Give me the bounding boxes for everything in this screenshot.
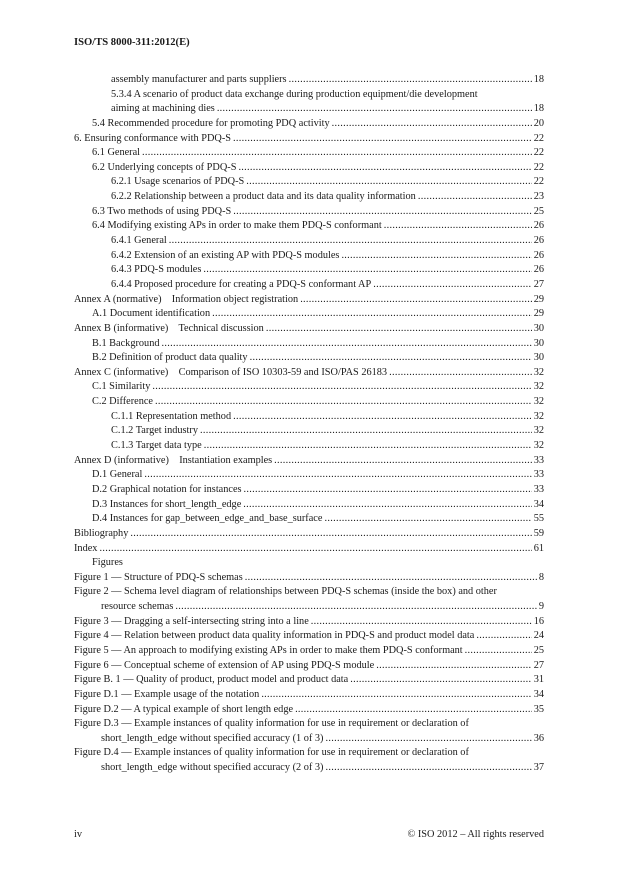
toc-entry[interactable]	[74, 688, 544, 703]
toc-entry-title: 6.4.2 Extension of an existing AP with PDQ-S modules	[111, 249, 340, 261]
dot-leader	[152, 380, 531, 395]
toc-entry-title: 6.2.1 Usage scenarios of PDQ-S	[111, 176, 245, 188]
toc-entry[interactable]	[74, 717, 544, 746]
toc-entry[interactable]	[74, 88, 544, 117]
toc-entry[interactable]	[74, 132, 544, 147]
toc-entry-title: Figures	[92, 557, 123, 569]
toc-page-number: 33	[533, 454, 544, 466]
toc-entry-title: Figure D.4 — Example instances of quality information for use in requirement or declaration of	[74, 747, 469, 759]
dot-leader	[142, 146, 532, 161]
toc-page-number: 35	[533, 703, 544, 715]
toc-entry[interactable]	[74, 410, 544, 425]
toc-entry-title: 6.4 Modifying existing APs in order to make them PDQ-S conformant	[92, 220, 382, 232]
toc-entry[interactable]	[74, 219, 544, 234]
toc-entry-title: Figure 2 — Schema level diagram of relationships between PDQ-S schemas (inside the box) and other	[74, 586, 497, 598]
toc-page-number: 27	[533, 278, 544, 290]
dot-leader	[418, 190, 532, 205]
dot-leader	[389, 366, 532, 381]
dot-leader	[350, 673, 531, 688]
toc-entry[interactable]	[74, 498, 544, 513]
toc-entry-title: D.4 Instances for gap_between_edge_and_base_surface	[92, 513, 323, 525]
toc-page-number: 30	[533, 337, 544, 349]
dot-leader	[233, 205, 531, 220]
toc-entry[interactable]	[74, 351, 544, 366]
dot-leader	[217, 102, 532, 117]
toc-entry[interactable]	[74, 439, 544, 454]
dot-leader	[212, 307, 532, 322]
toc-entry[interactable]	[74, 161, 544, 176]
toc-entry[interactable]	[74, 146, 544, 161]
toc-page-number: 22	[533, 176, 544, 188]
toc-entry-title: 6. Ensuring conformance with PDQ-S	[74, 132, 232, 144]
dot-leader	[99, 542, 531, 557]
toc-page-number: 22	[533, 147, 544, 159]
toc-page-number: 26	[533, 264, 544, 276]
toc-page-number: 32	[533, 381, 544, 393]
dot-leader	[289, 73, 532, 88]
toc-entry-title: Index	[74, 542, 98, 554]
dot-leader	[144, 468, 531, 483]
dot-leader	[384, 219, 532, 234]
toc-page-number: 31	[533, 674, 544, 686]
dot-leader	[324, 512, 531, 527]
toc-entry-title: 6.3 Two methods of using PDQ-S	[92, 205, 232, 217]
toc-page-number: 33	[533, 469, 544, 481]
toc-page-number: 20	[533, 117, 544, 129]
toc-page-number: 32	[533, 366, 544, 378]
toc-entry-title: Figure 5 — An approach to modifying existing APs in order to make them PDQ-S conformant	[74, 644, 463, 656]
toc-entry-title: C.1.3 Target data type	[111, 440, 202, 452]
dot-leader	[246, 175, 531, 190]
toc-entry[interactable]	[74, 512, 544, 527]
toc-entry-title: Figure D.2 — A typical example of short length edge	[74, 703, 294, 715]
dot-leader	[233, 132, 532, 147]
toc-page-number: 18	[533, 103, 544, 115]
dot-leader	[245, 571, 537, 586]
toc-entry[interactable]	[74, 673, 544, 688]
toc-entry[interactable]	[74, 117, 544, 132]
toc-section-heading	[74, 556, 544, 571]
toc-entry[interactable]	[74, 746, 544, 775]
toc-page-number: 61	[533, 542, 544, 554]
toc-entry[interactable]	[74, 293, 544, 308]
toc-entry-title: Annex B (informative) Technical discussion	[74, 322, 264, 334]
dot-leader	[204, 439, 532, 454]
toc-entry-title: resource schemas	[101, 601, 174, 613]
toc-entry-title: D.2 Graphical notation for instances	[92, 483, 242, 495]
toc-entry-title: Annex D (informative) Instantiation examples	[74, 454, 273, 466]
toc-entry-title: Annex A (normative) Information object registration	[74, 293, 299, 305]
toc-entry[interactable]	[74, 278, 544, 293]
toc-entry[interactable]	[74, 527, 544, 542]
dot-leader	[476, 629, 531, 644]
toc-entry-title: 5.4 Recommended procedure for promoting PDQ activity	[92, 117, 330, 129]
toc-page-number: 32	[533, 396, 544, 408]
dot-leader	[175, 600, 537, 615]
toc-page-number: 32	[533, 425, 544, 437]
toc-entry-title: 6.4.4 Proposed procedure for creating a PDQ-S conformant AP	[111, 278, 372, 290]
toc-page-number: 27	[533, 659, 544, 671]
toc-entry[interactable]	[74, 234, 544, 249]
toc-page-number: 9	[538, 601, 544, 613]
toc-page-number: 36	[533, 732, 544, 744]
toc-page-number: 26	[533, 235, 544, 247]
dot-leader	[274, 454, 532, 469]
document-header: ISO/TS 8000-311:2012(E)	[74, 37, 190, 48]
toc-entry[interactable]	[74, 205, 544, 220]
toc-entry[interactable]	[74, 263, 544, 278]
dot-leader	[203, 263, 531, 278]
toc-entry-title: 6.2 Underlying concepts of PDQ-S	[92, 161, 237, 173]
toc-page-number: 30	[533, 352, 544, 364]
toc-entry[interactable]	[74, 307, 544, 322]
toc-entry-title: Annex C (informative) Comparison of ISO 10303-59 and ISO/PAS 26183	[74, 366, 388, 378]
dot-leader	[266, 322, 532, 337]
toc-entry[interactable]	[74, 73, 544, 88]
toc-entry-title: assembly manufacturer and parts suppliers	[111, 74, 287, 85]
toc-entry[interactable]	[74, 629, 544, 644]
dot-leader	[300, 293, 532, 308]
dot-leader	[325, 761, 531, 776]
toc-entry-title: Figure 6 — Conceptual scheme of extension of AP using PDQ-S module	[74, 659, 375, 671]
toc-page-number: 34	[533, 498, 544, 510]
dot-leader	[155, 395, 532, 410]
toc-entry-title: C.1.2 Target industry	[111, 425, 198, 437]
footer-copyright: © ISO 2012 – All rights reserved	[407, 829, 544, 840]
dot-leader	[376, 659, 532, 674]
toc-page-number: 55	[533, 513, 544, 525]
toc-entry[interactable]	[74, 322, 544, 337]
toc-entry-title: 5.3.4 A scenario of product data exchange during production equipment/die development	[111, 88, 478, 100]
toc-entry[interactable]	[74, 703, 544, 718]
toc-entry-title: D.3 Instances for short_length_edge	[92, 498, 242, 510]
toc-entry[interactable]	[74, 249, 544, 264]
toc-entry[interactable]	[74, 175, 544, 190]
dot-leader	[238, 161, 531, 176]
toc-page-number: 26	[533, 249, 544, 261]
toc-entry[interactable]	[74, 659, 544, 674]
toc-entry-title: Figure 1 — Structure of PDQ-S schemas	[74, 571, 243, 583]
dot-leader	[373, 278, 531, 293]
toc-page-number: 23	[533, 191, 544, 203]
toc-entry-title: Figure D.3 — Example instances of quality information for use in requirement or declaration of	[74, 718, 469, 730]
toc-entry-title: Bibliography	[74, 527, 129, 539]
toc-entry[interactable]	[74, 483, 544, 498]
toc-entry[interactable]	[74, 468, 544, 483]
dot-leader	[341, 249, 531, 264]
toc-entry-title: 6.4.1 General	[111, 235, 167, 247]
toc-entry[interactable]	[74, 337, 544, 352]
toc-page-number: 25	[533, 205, 544, 217]
toc-entry[interactable]	[74, 542, 544, 557]
toc-entry-title: C.2 Difference	[92, 396, 153, 408]
toc-entry-title: Figure 3 — Dragging a self-intersecting string into a line	[74, 615, 309, 627]
toc-entry-title: C.1.1 Representation method	[111, 410, 232, 422]
toc-page-number: 29	[533, 308, 544, 320]
toc-page-number: 32	[533, 410, 544, 422]
dot-leader	[233, 410, 532, 425]
toc-entry-title: aiming at machining dies	[111, 103, 215, 115]
toc-entry-title: Figure 4 — Relation between product data quality information in PDQ-S and product model data	[74, 630, 475, 642]
toc-page-number: 22	[533, 161, 544, 173]
toc-page-number: 59	[533, 527, 544, 539]
toc-page-number: 26	[533, 220, 544, 232]
toc-page-number: 34	[533, 688, 544, 700]
toc-page-number: 30	[533, 322, 544, 334]
toc-entry[interactable]	[74, 585, 544, 614]
dot-leader	[130, 527, 531, 542]
dot-leader	[332, 117, 532, 132]
dot-leader	[261, 688, 531, 703]
toc-entry-title: Figure B. 1 — Quality of product, product model and product data	[74, 674, 349, 686]
dot-leader	[244, 483, 532, 498]
toc-page-number: 16	[533, 615, 544, 627]
toc-page-number: 29	[533, 293, 544, 305]
dot-leader	[200, 424, 532, 439]
toc-page-number: 24	[533, 630, 544, 642]
dot-leader	[311, 615, 532, 630]
toc-entry-title: 6.4.3 PDQ-S modules	[111, 264, 202, 276]
toc-entry[interactable]	[74, 190, 544, 205]
toc-entry-title: D.1 General	[92, 469, 143, 481]
toc-entry-title: Figure D.1 — Example usage of the notation	[74, 688, 260, 700]
toc-entry-title: 6.1 General	[92, 147, 141, 159]
toc-entry-title: A.1 Document identification	[92, 308, 211, 320]
dot-leader	[250, 351, 532, 366]
dot-leader	[162, 337, 532, 352]
toc-entry[interactable]	[74, 644, 544, 659]
toc-entry[interactable]	[74, 571, 544, 586]
toc-page-number: 8	[538, 571, 544, 583]
dot-leader	[465, 644, 532, 659]
dot-leader	[295, 703, 532, 718]
toc-entry[interactable]	[74, 395, 544, 410]
toc-page-number: 22	[533, 132, 544, 144]
toc-page-number: 37	[533, 762, 544, 774]
toc-entry[interactable]	[74, 454, 544, 469]
footer-page-number: iv	[74, 829, 83, 840]
toc-entry[interactable]	[74, 380, 544, 395]
dot-leader	[243, 498, 531, 513]
toc-entry[interactable]	[74, 366, 544, 381]
table-of-contents	[74, 73, 544, 776]
toc-entry-title: short_length_edge without specified accuracy (1 of 3)	[101, 732, 324, 744]
toc-entry[interactable]	[74, 424, 544, 439]
dot-leader	[169, 234, 532, 249]
toc-page-number: 32	[533, 440, 544, 452]
toc-page-number: 25	[533, 644, 544, 656]
toc-entry-title: short_length_edge without specified accuracy (2 of 3)	[101, 762, 324, 774]
dot-leader	[325, 732, 531, 747]
toc-page-number: 33	[533, 483, 544, 495]
toc-entry-title: B.1 Background	[92, 337, 160, 349]
toc-entry-title: C.1 Similarity	[92, 381, 151, 393]
toc-entry-title: B.2 Definition of product data quality	[92, 352, 248, 364]
toc-entry-title: 6.2.2 Relationship between a product data and its data quality information	[111, 191, 416, 203]
toc-entry[interactable]	[74, 615, 544, 630]
toc-page-number: 18	[533, 74, 544, 85]
